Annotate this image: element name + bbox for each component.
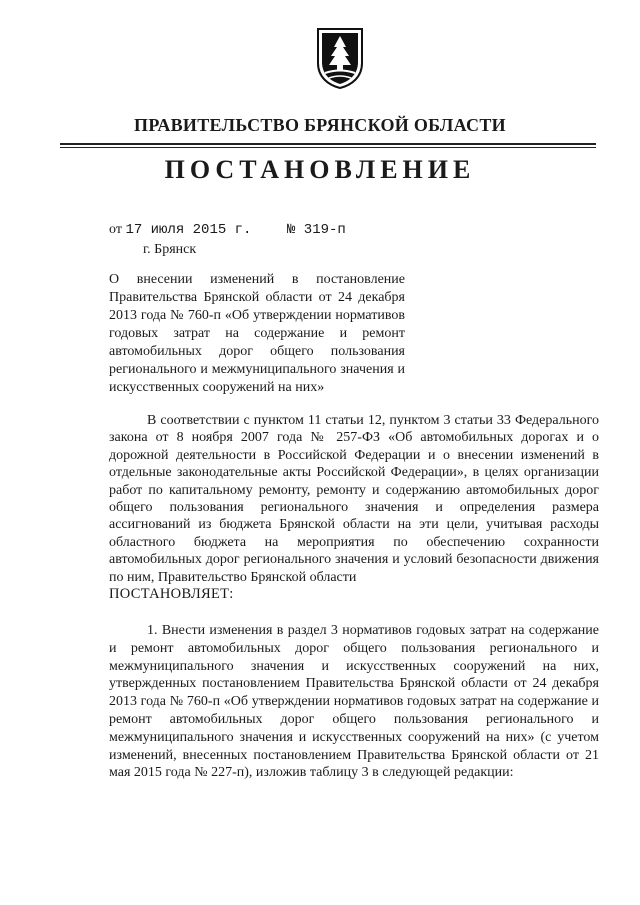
header-divider	[60, 143, 596, 145]
document-type: ПОСТАНОВЛЕНИЕ	[164, 155, 476, 184]
document-city: г. Брянск	[143, 242, 197, 257]
decree-word: ПОСТАНОВЛЯЕТ:	[109, 586, 234, 602]
document-date: 17 июля 2015 г.	[125, 222, 252, 238]
document-number: № 319-п	[287, 222, 346, 238]
clause-1-paragraph: 1. Внести изменения в раздел 3 нормативов годовых затрат на содержание и ремонт автомобильных дорог общего пользования регионального и межмуниципального значения и искусственных сооружений на них, утвержденных постановлением Правительства Брянской области от 24 декабря 2013 года № 760-п «Об утверждении нормативов годовых затрат на содержание и ремонт автомобильных дорог общего пользования регионального и межмуниципального значения и искусственных сооружений на них» (с учетом изменений, внесенных постановлением Правительства Брянской области от 21 мая 2015 года № 227-п), изложив таблицу 3 в следующей редакции:	[109, 623, 599, 781]
date-prefix: от	[109, 222, 122, 237]
organization-title: ПРАВИТЕЛЬСТВО БРЯНСКОЙ ОБЛАСТИ	[134, 115, 506, 135]
coat-of-arms-icon	[316, 27, 364, 89]
document-subject: О внесении изменений в постановление Правительства Брянской области от 24 декабря 2013 года № 760-п «Об утверждении нормативов годовых затрат на содержание и ремонт автомобильных дорог общего пользования регионального и межмуниципального значения и искусственных сооружений на них»	[109, 272, 405, 395]
date-line	[109, 222, 346, 238]
preamble-paragraph: В соответствии с пунктом 11 статьи 12, пунктом 3 статьи 33 Федерального закона от 8 ноября 2007 года № 257-ФЗ «Об автомобильных дорогах и о дорожной деятельности в Российской Федерации и о внесении изменений в отдельные законодательные акты Российской Федерации», в целях организации работ по капитальному ремонту, ремонту и содержанию автомобильных дорог общего пользования регионального значения и определения размера ассигнований из бюджета Брянской области на эти цели, учитывая расходы областного бюджета на мероприятия по обеспечению сохранности автомобильных дорог регионального значения и условий безопасности движения по ним, Правительство Брянской области	[109, 413, 599, 585]
header-divider-thin	[60, 147, 596, 148]
